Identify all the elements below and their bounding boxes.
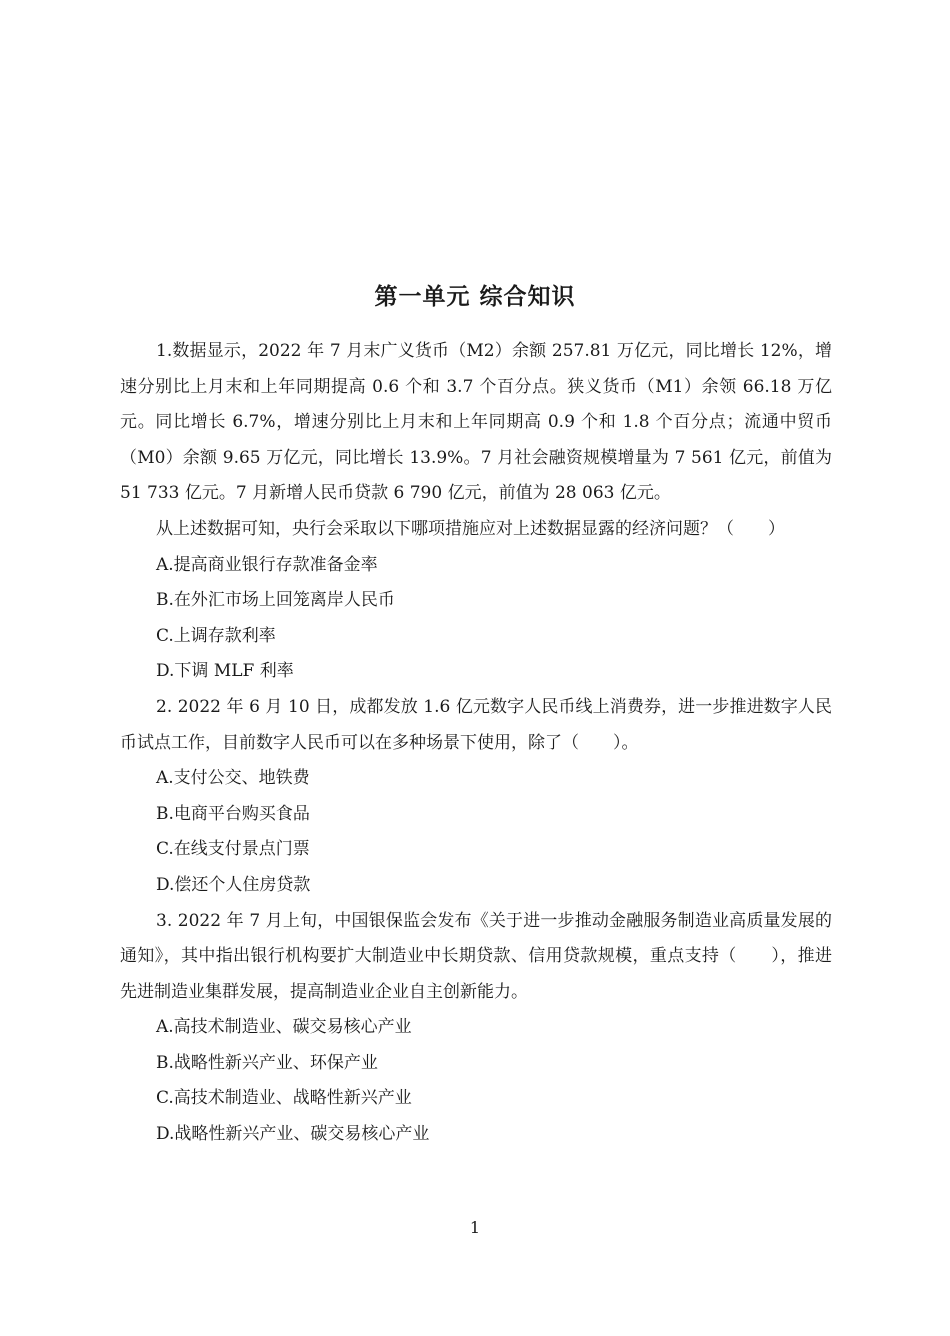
question-1-option-c: C.上调存款利率 xyxy=(156,625,276,646)
question-3-option-c: C.高技术制造业、战略性新兴产业 xyxy=(156,1088,412,1109)
question-3-option-d: D.战略性新兴产业、碳交易核心产业 xyxy=(156,1124,430,1145)
question-content xyxy=(120,334,832,1153)
question-1-option-b: B.在外汇市场上回笼离岸人民币 xyxy=(156,590,395,611)
question-2-option-c: C.在线支付景点门票 xyxy=(156,839,310,860)
question-3-option-a: A.高技术制造业、碳交易核心产业 xyxy=(156,1017,412,1038)
question-2-stem: 2. 2022 年 6 月 10 日，成都发放 1.6 亿元数字人民币线上消费券，进一步推进数字人民币试点工作，目前数字人民币可以在多种场景下使用，除了（ ）。 xyxy=(120,696,832,753)
question-1-option-a: A.提高商业银行存款准备金率 xyxy=(156,554,378,575)
question-1-option-d: D.下调 MLF 利率 xyxy=(156,661,294,682)
question-1-stem: 1.数据显示，2022 年 7 月末广义货币（M2）余额 257.81 万亿元，同比增长 12%，增速分别比上月末和上年同期提高 0.6 个和 3.7 个百分点。狭义货币（M1）余领 66.18 万亿元。同比增长 6.7%，增速分别比上月末和上年同期高 0.9 个和 1.8 个百分点；流通中贸币（M0）余额 9.65 万亿元，同比增长 13.9%。7 月社会融资规模增量为 7 561 亿元，前值为 51 733 亿元。7 月新增人民币贷款 6 790 亿元，前值为 28 063 亿元。 xyxy=(120,341,832,504)
question-3-stem: 3. 2022 年 7 月上旬，中国银保监会发布《关于进一步推动金融服务制造业高质量发展的通知》，其中指出银行机构要扩大制造业中长期贷款、信用贷款规模，重点支持（ ），推进先进制造业集群发展，提高制造业企业自主创新能力。 xyxy=(120,910,832,1002)
question-3-option-b: B.战略性新兴产业、环保产业 xyxy=(156,1052,378,1073)
question-1-prompt: 从上述数据可知，央行会采取以下哪项措施应对上述数据显露的经济问题？（ ） xyxy=(156,518,785,539)
question-2-option-a: A.支付公交、地铁费 xyxy=(156,768,310,789)
question-2-option-b: B.电商平台购买食品 xyxy=(156,803,310,824)
page-title: 第一单元 综合知识 xyxy=(374,284,576,310)
page-number: 1 xyxy=(469,1218,481,1237)
question-2-option-d: D.偿还个人住房贷款 xyxy=(156,874,311,895)
